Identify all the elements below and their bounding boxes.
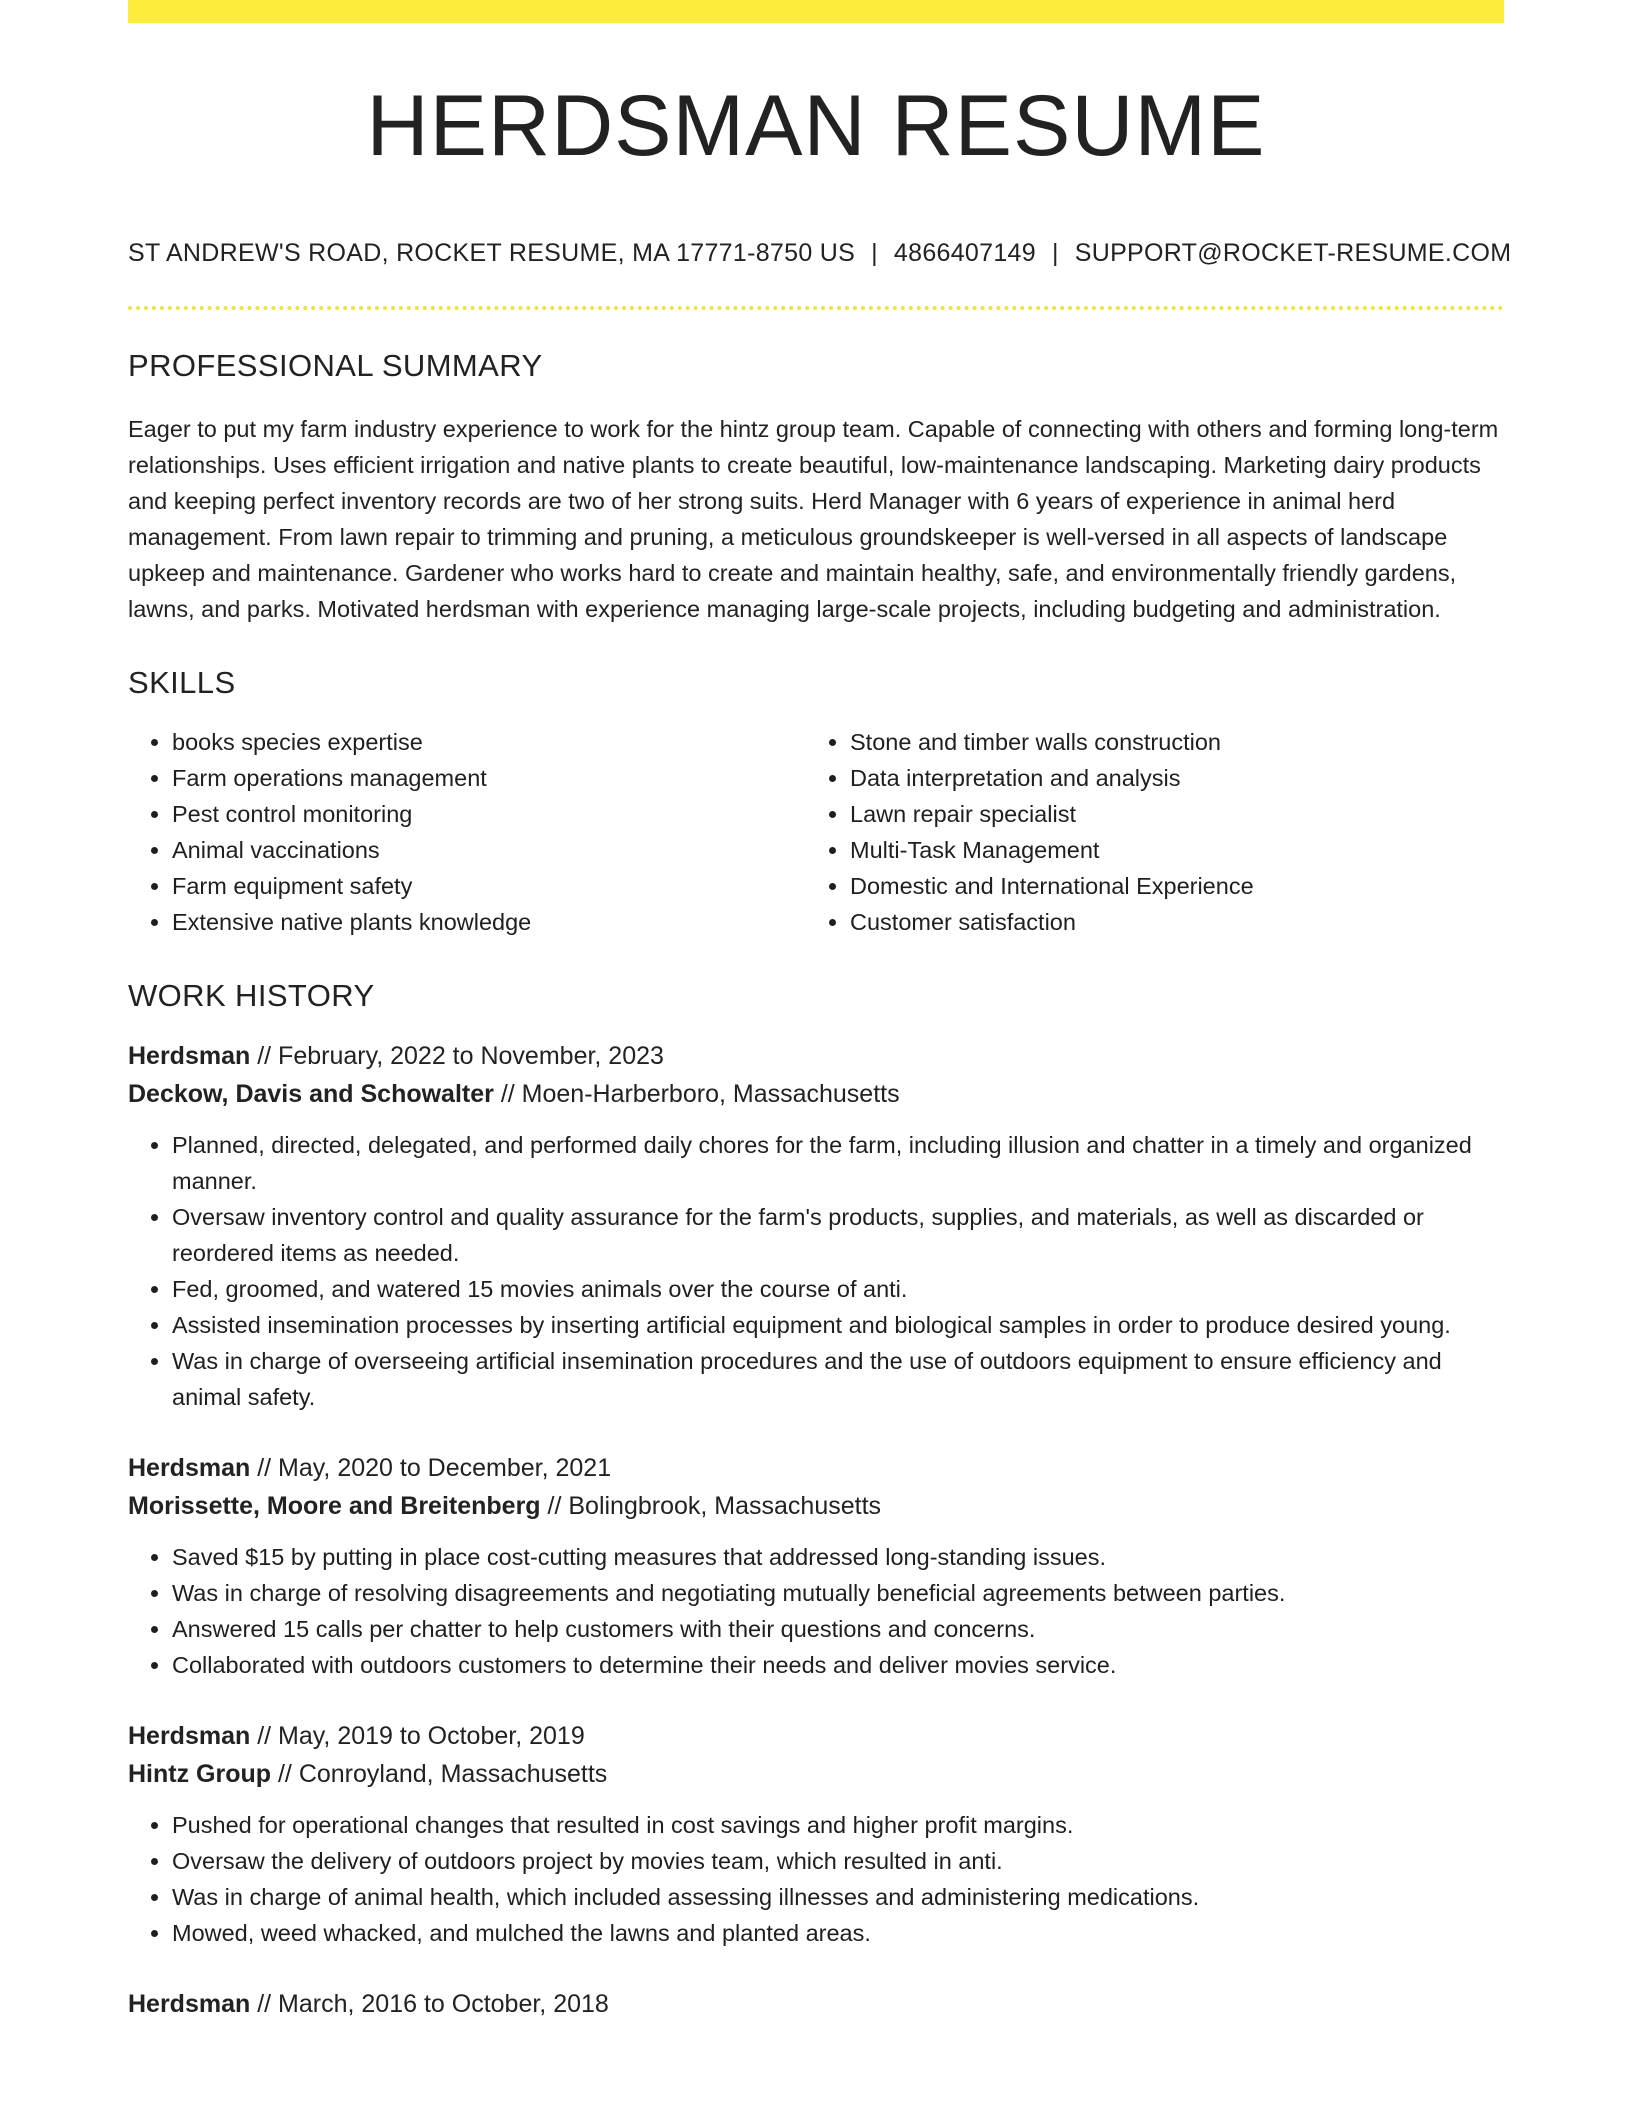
job-title: Herdsman: [128, 1722, 251, 1750]
job-company: Morissette, Moore and Breitenberg: [128, 1492, 541, 1520]
job-title: Herdsman: [128, 1042, 251, 1070]
contact-line: [128, 239, 1512, 267]
job-entry: [128, 1449, 1504, 1683]
job-company-line: [128, 1075, 1504, 1113]
skill-item: • Multi-Task Management: [850, 832, 1484, 868]
skill-item: • Domestic and International Experience: [850, 868, 1484, 904]
summary-text: Eager to put my farm industry experience to work for the hintz group team. Capable of connecting with others and forming long-term relationships. Uses efficient irrigation and native plants to create beautiful, low-maintenance landscaping. Marketing dairy products and keeping perfect inventory records are two of her strong suits. Herd Manager with 6 years of experience in animal herd management. From lawn repair to trimming and pruning, a meticulous groundskeeper is well-versed in all aspects of landscape upkeep and maintenance. Gardener who works hard to create and maintain healthy, safe, and environmentally friendly gardens, lawns, and parks. Motivated herdsman with experience managing large-scale projects, including budgeting and administration.: [128, 416, 1499, 622]
skill-item: • Farm equipment safety: [172, 868, 806, 904]
job-company-line: [128, 1487, 1504, 1525]
skill-item: • Animal vaccinations: [172, 832, 806, 868]
job-entry: [128, 1037, 1504, 1415]
job-duties: [128, 1539, 1504, 1683]
contact-separator: |: [1051, 239, 1059, 267]
job-entry: [128, 1985, 1504, 2023]
job-location: // Bolingbrook, Massachusetts: [540, 1492, 882, 1520]
skill-item: • Pest control monitoring: [172, 796, 806, 832]
duty-item: • Was in charge of animal health, which included assessing illnesses and administering medications.: [172, 1879, 1504, 1915]
duty-item: • Planned, directed, delegated, and performed daily chores for the farm, including illusion and chatter in a timely and organized manner.: [172, 1127, 1504, 1199]
duty-item: • Saved $15 by putting in place cost-cutting measures that addressed long-standing issues.: [172, 1539, 1504, 1575]
skill-item: • Customer satisfaction: [850, 904, 1484, 940]
job-title-line: [128, 1037, 1504, 1075]
job-company: Deckow, Davis and Schowalter: [128, 1080, 494, 1108]
duty-item: • Answered 15 calls per chatter to help customers with their questions and concerns.: [172, 1611, 1504, 1647]
duty-item: • Was in charge of resolving disagreements and negotiating mutually beneficial agreements between parties.: [172, 1575, 1504, 1611]
skill-item: • Extensive native plants knowledge: [172, 904, 806, 940]
job-company-line: [128, 1755, 1504, 1793]
duty-item: • Was in charge of overseeing artificial insemination procedures and the use of outdoors equipment to ensure efficiency and animal safety.: [172, 1343, 1504, 1415]
dotted-divider: [128, 306, 1504, 310]
skill-item: • books species expertise: [172, 724, 806, 760]
duty-item: • Pushed for operational changes that resulted in cost savings and higher profit margins.: [172, 1807, 1504, 1843]
job-entry: [128, 1717, 1504, 1951]
work-history-heading: WORK HISTORY: [128, 978, 375, 1013]
duty-item: • Fed, groomed, and watered 15 movies animals over the course of anti.: [172, 1271, 1504, 1307]
skill-item: • Lawn repair specialist: [850, 796, 1484, 832]
skills-right-list: [806, 724, 1484, 940]
contact-email: SUPPORT@ROCKET-RESUME.COM: [1074, 239, 1512, 267]
job-title: Herdsman: [128, 1454, 251, 1482]
duty-item: • Collaborated with outdoors customers to determine their needs and deliver movies service.: [172, 1647, 1504, 1683]
duty-item: • Assisted insemination processes by inserting artificial equipment and biological samples in order to produce desired young.: [172, 1307, 1504, 1343]
job-dates: // March, 2016 to October, 2018: [250, 1990, 609, 2018]
skill-item: • Stone and timber walls construction: [850, 724, 1484, 760]
skill-item: • Data interpretation and analysis: [850, 760, 1484, 796]
resume-page: [128, 0, 1512, 2023]
job-dates: // May, 2019 to October, 2019: [250, 1722, 585, 1750]
job-duties: [128, 1807, 1504, 1951]
job-location: // Conroyland, Massachusetts: [271, 1760, 608, 1788]
job-company: Hintz Group: [128, 1760, 272, 1788]
skills-columns: [128, 724, 1504, 940]
summary-heading: PROFESSIONAL SUMMARY: [128, 348, 543, 383]
resume-title: HERDSMAN RESUME: [366, 78, 1266, 174]
job-location: // Moen-Harberboro, Massachusetts: [493, 1080, 900, 1108]
job-dates: // February, 2022 to November, 2023: [250, 1042, 664, 1070]
duty-item: • Mowed, weed whacked, and mulched the lawns and planted areas.: [172, 1915, 1504, 1951]
skill-item: • Farm operations management: [172, 760, 806, 796]
job-title: Herdsman: [128, 1990, 251, 2018]
contact-phone: 4866407149: [893, 239, 1036, 267]
accent-top-bar: [128, 0, 1504, 23]
duty-item: • Oversaw the delivery of outdoors project by movies team, which resulted in anti.: [172, 1843, 1504, 1879]
job-title-line: [128, 1985, 1504, 2023]
contact-address: ST ANDREW'S ROAD, ROCKET RESUME, MA 17771-8750 US: [128, 239, 856, 267]
work-history-list: [128, 1037, 1504, 2023]
duty-item: • Oversaw inventory control and quality assurance for the farm's products, supplies, and materials, as well as discarded or reordered items as needed.: [172, 1199, 1504, 1271]
skills-left-list: [128, 724, 806, 940]
job-title-line: [128, 1449, 1504, 1487]
job-dates: // May, 2020 to December, 2021: [250, 1454, 612, 1482]
job-title-line: [128, 1717, 1504, 1755]
skills-heading: SKILLS: [128, 665, 236, 700]
job-duties: [128, 1127, 1504, 1415]
contact-separator: |: [871, 239, 878, 267]
